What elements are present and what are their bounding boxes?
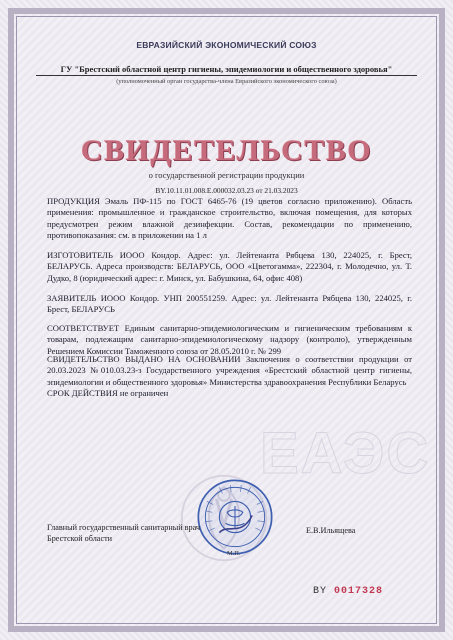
organization-note: (уполномоченный орган государства-члена Евразийского экономического союза) <box>116 78 337 85</box>
signatory-name: Е.В.Ильящева <box>306 526 356 535</box>
product-text: Эмаль ПФ-115 по ГОСТ 6465-76 (19 цветов согласно приложению). Область применения: промышленное и гражданское строительство, включая помещения, для которых предусмотрен режим влажной дезинфекции. Состав, рекомендации по применению, противопоказания: см. в приложении на 1 л <box>47 196 412 241</box>
validity-text: не ограничен <box>119 388 169 399</box>
manufacturer-label: ИЗГОТОВИТЕЛЬ <box>47 250 113 260</box>
union-title: ЕВРАЗИЙСКИЙ ЭКОНОМИЧЕСКИЙ СОЮЗ <box>136 40 317 50</box>
eaeu-watermark: ЕАЭС <box>260 421 431 486</box>
applicant-section <box>47 293 412 316</box>
product-section <box>47 196 412 242</box>
signatory-title-line1: Главный государственный санитарный врач <box>47 523 201 532</box>
issued-text: Заключения о соответствии продукции от 20.03.2023 №010.03.23-з Государственного учреждения «Брестский областной центр гигиены, эпидемиологии и общественного здоровья» Министерства здравоохранения Республики Беларусь <box>47 354 413 387</box>
product-label: ПРОДУКЦИЯ <box>47 196 100 206</box>
serial-prefix: BY <box>313 586 328 597</box>
registration-number: BY.10.11.01.008.E.000032.03.23 от 21.03.2023 <box>155 186 298 195</box>
signatory-position <box>47 522 267 544</box>
form-serial <box>313 586 383 597</box>
conforms-text: Единым санитарно-эпидемиологическим и гигиеническим требованиям к товарам, подлежащим санитарно-эпидемиологическому надзору (контролю), утвержденным Решением Комиссии Таможенного союза от 28.05.2010 г. № 299 <box>47 323 412 356</box>
applicant-text: ИООО Кондор. УНП 200551259. Адрес: ул. Лейтенанта Рябцева 130, 224025, г. Брест, БЕЛАРУСЬ <box>47 293 412 315</box>
document-subtitle: о государственной регистрации продукции <box>148 170 305 180</box>
official-stamp-icon <box>196 478 274 556</box>
basis-section <box>47 354 412 400</box>
conforms-label: СООТВЕТСТВУЕТ <box>47 323 120 333</box>
issuing-organization: ГУ "Брестский областной центр гигиены, эпидемиологии и общественного здоровья" <box>36 64 417 76</box>
seal-place-mark: М.П. <box>227 550 241 557</box>
validity-label: СРОК ДЕЙСТВИЯ <box>47 388 118 399</box>
issued-label: СВИДЕТЕЛЬСТВО ВЫДАНО НА ОСНОВАНИИ <box>47 354 241 364</box>
manufacturer-section <box>47 250 412 284</box>
applicant-label: ЗАЯВИТЕЛЬ <box>47 293 97 303</box>
signatory-title-line2: Брестской области <box>47 534 113 543</box>
serial-number: 0017328 <box>334 586 384 597</box>
manufacturer-text: ИООО Кондор. Адрес: ул. Лейтенанта Рябцева 130, 224025, г. Брест, БЕЛАРУСЬ. Адреса производств: БЕЛАРУСЬ, ООО «Цветогамма», 222304, г. Молодечно, ул. Т. Дудко, 8 (юридический адрес: г. Минск, ул. Бабушкина, 64, офис 408) <box>47 250 412 283</box>
conformity-section <box>47 323 412 357</box>
document-title: СВИДЕТЕЛЬСТВО <box>80 134 373 167</box>
